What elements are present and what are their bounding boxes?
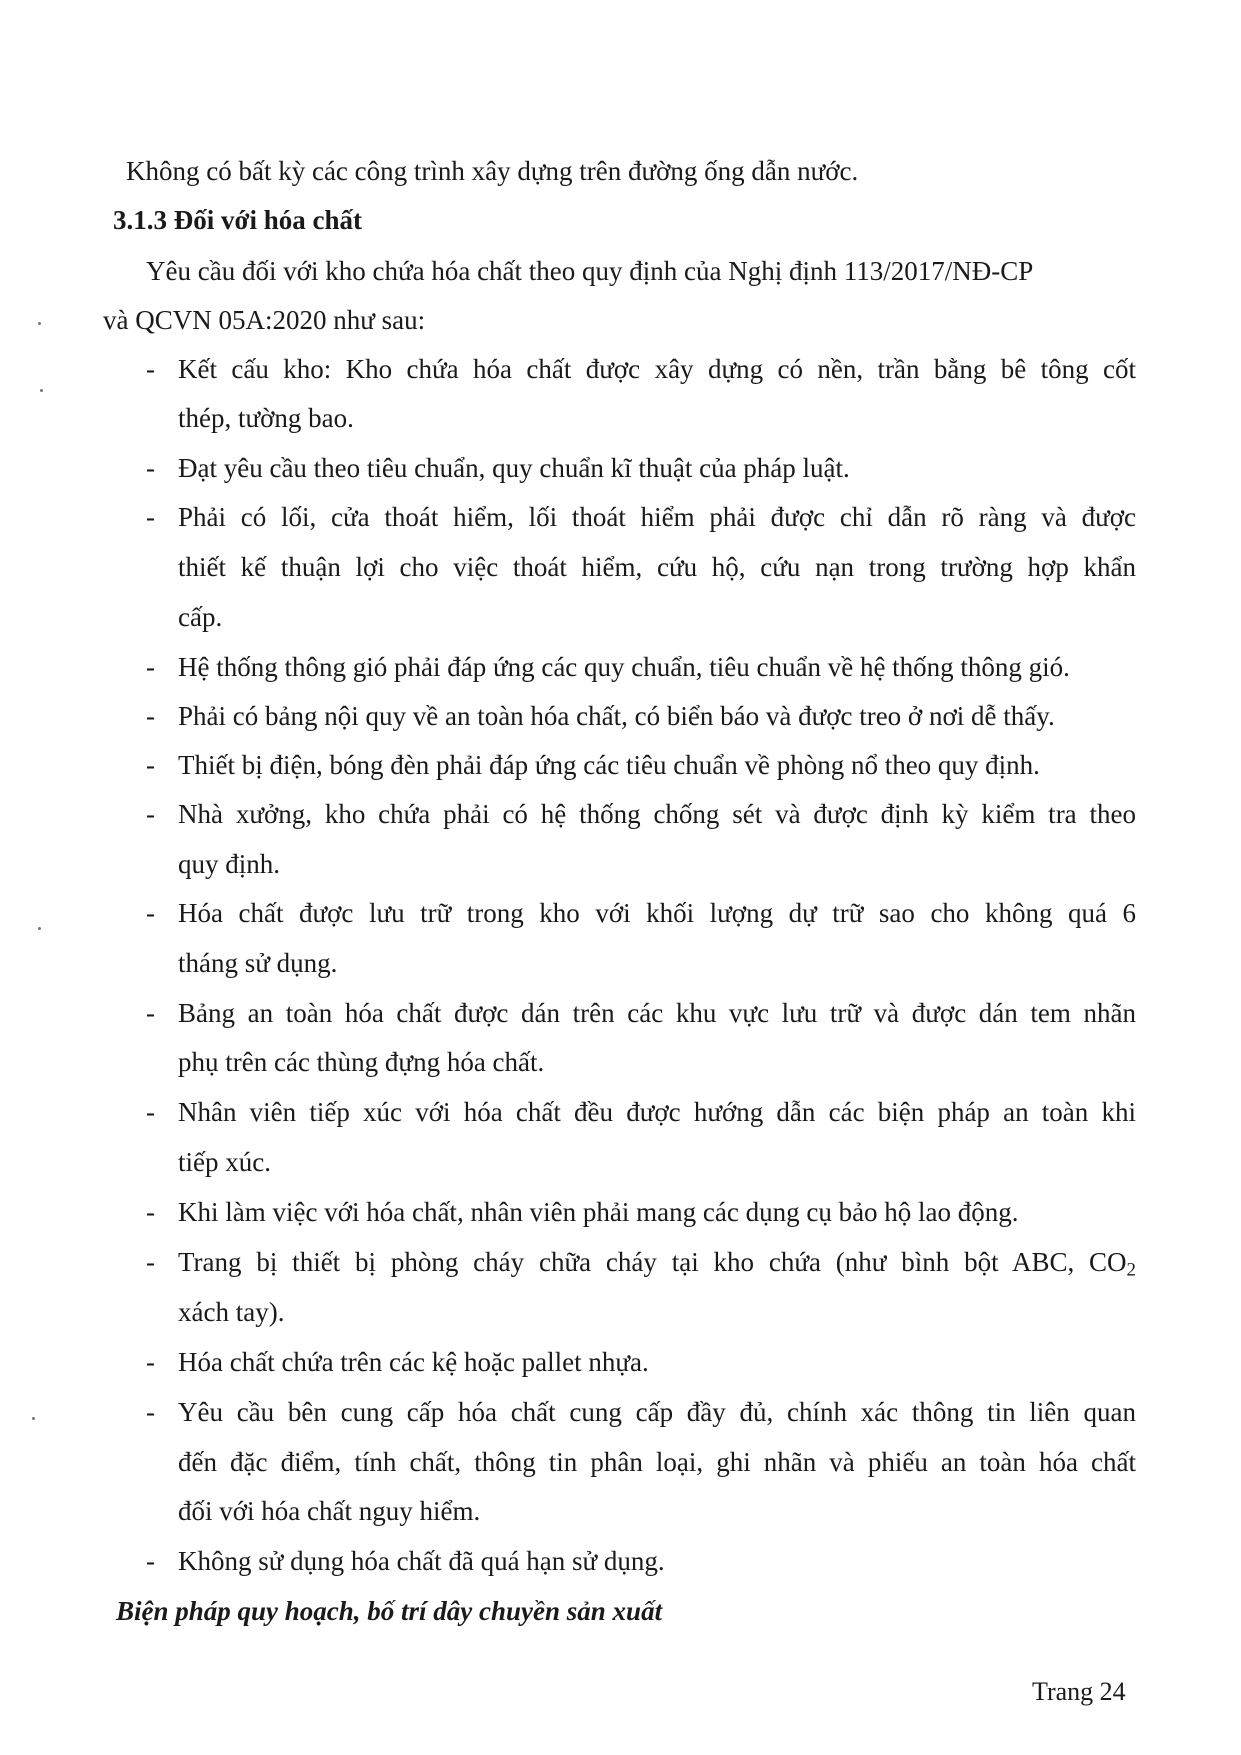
bullet-marker: - xyxy=(146,502,155,532)
list-item-line: thiết kế thuận lợi cho việc thoát hiểm, cứu hộ, cứu nạn trong trường hợp khẩn xyxy=(178,552,1136,582)
paragraph-line: Yêu cầu đối với kho chứa hóa chất theo quy định của Nghị định 113/2017/NĐ-CP xyxy=(146,256,1034,286)
paragraph-line: và QCVN 05A:2020 như sau: xyxy=(103,305,426,335)
bullet-marker: - xyxy=(146,453,155,483)
scan-speck xyxy=(38,927,41,930)
bullet-marker: - xyxy=(146,998,155,1028)
list-item-line: phụ trên các thùng đựng hóa chất. xyxy=(178,1047,545,1077)
list-item-line-text xyxy=(178,1245,1136,1279)
list-item-line: Nhân viên tiếp xúc với hóa chất đều được hướng dẫn các biện pháp an toàn khi xyxy=(178,1097,1136,1127)
list-item-line: Đạt yêu cầu theo tiêu chuẩn, quy chuẩn kĩ thuật của pháp luật. xyxy=(178,453,850,483)
subscript-two: 2 xyxy=(1126,1259,1136,1281)
scan-speck xyxy=(38,322,41,325)
list-item-line: Kết cấu kho: Kho chứa hóa chất được xây dựng có nền, trần bằng bê tông cốt xyxy=(178,354,1136,384)
bullet-marker: - xyxy=(146,1397,155,1427)
intro-line: Không có bất kỳ các công trình xây dựng trên đường ống dẫn nước. xyxy=(126,156,859,186)
list-item-line: Hóa chất được lưu trữ trong kho với khối lượng dự trữ sao cho không quá 6 xyxy=(178,898,1136,928)
italic-heading: Biện pháp quy hoạch, bố trí dây chuyền sản xuất xyxy=(116,1596,663,1626)
list-item-line: đến đặc điểm, tính chất, thông tin phân loại, ghi nhãn và phiếu an toàn hóa chất xyxy=(178,1447,1136,1477)
bullet-marker: - xyxy=(146,898,155,928)
bullet-marker: - xyxy=(146,1546,155,1576)
bullet-marker: - xyxy=(146,750,155,780)
list-item-line: Nhà xưởng, kho chứa phải có hệ thống chống sét và được định kỳ kiểm tra theo xyxy=(178,799,1136,829)
list-item-text: Trang bị thiết bị phòng cháy chữa cháy tại kho chứa (như bình bột ABC, CO xyxy=(178,1247,1127,1277)
bullet-marker: - xyxy=(146,1247,155,1277)
bullet-marker: - xyxy=(146,1097,155,1127)
bullet-marker: - xyxy=(146,354,155,384)
scan-speck xyxy=(40,389,43,392)
list-item-line: Khi làm việc với hóa chất, nhân viên phải mang các dụng cụ bảo hộ lao động. xyxy=(178,1197,1019,1227)
bullet-marker: - xyxy=(146,1197,155,1227)
list-item-line: xách tay). xyxy=(178,1297,285,1327)
list-item-line: thép, tường bao. xyxy=(178,403,354,433)
list-item-line: tháng sử dụng. xyxy=(178,948,338,978)
list-item-line: Hệ thống thông gió phải đáp ứng các quy chuẩn, tiêu chuẩn về hệ thống thông gió. xyxy=(178,652,1070,682)
list-item-line xyxy=(178,1245,1136,1279)
list-item-line: Không sử dụng hóa chất đã quá hạn sử dụng. xyxy=(178,1546,665,1576)
list-item-line: tiếp xúc. xyxy=(178,1147,271,1177)
bullet-marker: - xyxy=(146,799,155,829)
list-item-line: đối với hóa chất nguy hiểm. xyxy=(178,1496,481,1526)
bullet-marker: - xyxy=(146,701,155,731)
list-item-line: cấp. xyxy=(178,602,223,632)
list-item-line: Hóa chất chứa trên các kệ hoặc pallet nhựa. xyxy=(178,1347,649,1377)
list-item-line: Phải có lối, cửa thoát hiểm, lối thoát hiểm phải được chỉ dẫn rõ ràng và được xyxy=(178,502,1136,532)
bullet-marker: - xyxy=(146,1347,155,1377)
list-item-line: quy định. xyxy=(178,849,281,879)
list-item-line: Bảng an toàn hóa chất được dán trên các khu vực lưu trữ và được dán tem nhãn xyxy=(178,998,1136,1028)
list-item-line: Thiết bị điện, bóng đèn phải đáp ứng các tiêu chuẩn về phòng nổ theo quy định. xyxy=(178,750,1040,780)
scan-speck xyxy=(32,1417,35,1420)
page-number: Trang 24 xyxy=(1032,1677,1126,1706)
list-item-line: Yêu cầu bên cung cấp hóa chất cung cấp đầy đủ, chính xác thông tin liên quan xyxy=(178,1397,1136,1427)
bullet-marker: - xyxy=(146,652,155,682)
list-item-line: Phải có bảng nội quy về an toàn hóa chất, có biển báo và được treo ở nơi dễ thấy. xyxy=(178,701,1055,731)
section-heading: 3.1.3 Đối với hóa chất xyxy=(113,205,362,235)
